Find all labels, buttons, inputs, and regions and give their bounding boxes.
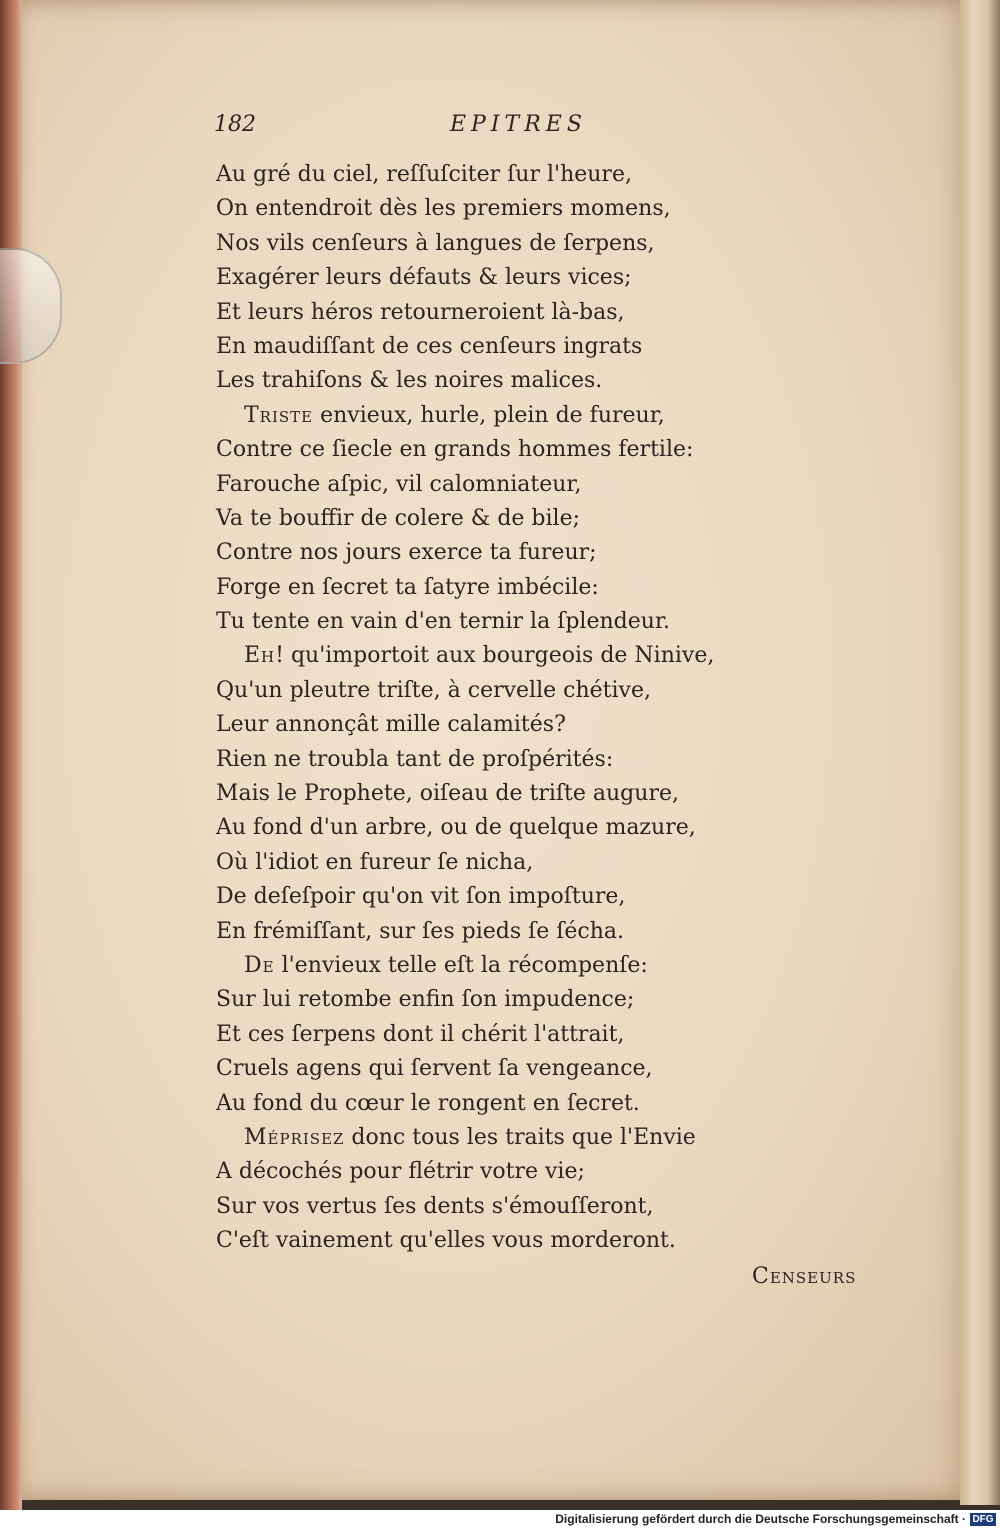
poem-line-text: A décochés pour flétrir votre vie; <box>216 1159 585 1185</box>
poem-line <box>216 915 776 949</box>
poem-line-text: Nos vils cenſeurs à langues de ſerpens, <box>216 230 655 256</box>
page-edge <box>0 0 22 1510</box>
poem-line-text: Au fond du cœur le rongent en ſecret. <box>216 1090 640 1116</box>
page-number: 182 <box>214 112 256 137</box>
poem-line-text: Qu'un pleutre triſte, à cervelle chétive, <box>216 677 651 703</box>
poem-line-text: En maudiſſant de ces cenſeurs ingrats <box>216 333 643 359</box>
poem-line <box>216 1052 776 1086</box>
poem-line-text: donc tous les traits que l'Envie <box>344 1124 696 1150</box>
stanza-lead-word: Triste <box>244 402 314 428</box>
poem-line-text: On entendroit dès les premiers momens, <box>216 196 671 222</box>
poem-line-text: Exagérer leurs défauts & leurs vices; <box>216 265 632 291</box>
poem-line <box>216 158 776 192</box>
poem-line-text: Contre ce ſiecle en grands hommes fertile: <box>216 437 694 463</box>
poem-line-text: Tu tente en vain d'en ternir la ſplendeur. <box>216 609 671 635</box>
poem-line <box>216 743 776 777</box>
poem-line <box>216 364 776 398</box>
poem-line-text: Farouche aſpic, vil calomniateur, <box>216 471 582 497</box>
poem-line-text: En frémiſſant, sur ſes pieds ſe ſécha. <box>216 918 625 944</box>
poem-line-text: Mais le Prophete, oiſeau de triſte augure, <box>216 781 679 807</box>
poem-line-text: Rien ne troubla tant de proſpérités: <box>216 746 614 772</box>
facing-page-edge <box>960 0 1000 1505</box>
poem-line <box>216 1224 776 1258</box>
poem-line <box>216 330 776 364</box>
poem-line <box>216 1018 776 1052</box>
footer-bar <box>0 1510 1000 1530</box>
poem-line <box>216 468 776 502</box>
poem-line-text: envieux, hurle, plein de fureur, <box>313 402 665 428</box>
poem-line <box>216 227 776 261</box>
poem-line-text: Sur vos vertus ſes dents s'émouſſeront, <box>216 1193 654 1219</box>
poem-line <box>216 1121 776 1155</box>
poem-line-text: De deſeſpoir qu'on vit ſon impoſture, <box>216 884 626 910</box>
running-head: EPITRES <box>450 112 587 137</box>
poem-line <box>216 192 776 226</box>
poem-line-text: Où l'idiot en fureur ſe nicha, <box>216 849 534 875</box>
poem-line-text: Leur annonçât mille calamités? <box>216 712 566 738</box>
poem-line <box>216 571 776 605</box>
poem-line-text: Et ces ſerpens dont il chérit l'attrait, <box>216 1021 625 1047</box>
stanza-lead-word: Eh <box>244 643 276 669</box>
poem-line <box>216 811 776 845</box>
catchword: Censeurs <box>752 1264 857 1289</box>
dfg-logo: DFG <box>970 1513 996 1526</box>
poem-line <box>216 674 776 708</box>
poem-line <box>216 639 776 673</box>
poem-line-text: Les trahiſons & les noires malices. <box>216 368 603 394</box>
poem-line <box>216 261 776 295</box>
stanza-lead-word: De <box>244 952 275 978</box>
poem-line-text: Au fond d'un arbre, ou de quelque mazure, <box>216 815 696 841</box>
poem-line-text: ! qu'importoit aux bourgeois de Ninive, <box>275 643 715 669</box>
poem-line <box>216 880 776 914</box>
digitization-credit: Digitalisierung gefördert durch die Deutsche Forschungsgemeinschaft · <box>555 1512 966 1526</box>
poem-line <box>216 1087 776 1121</box>
poem-line-text: C'eſt vainement qu'elles vous morderont. <box>216 1228 676 1254</box>
poem-line <box>216 846 776 880</box>
poem-line <box>216 399 776 433</box>
poem-line <box>216 1155 776 1189</box>
poem-line <box>216 777 776 811</box>
poem-line <box>216 502 776 536</box>
poem-line-text: l'envieux telle eſt la récompenſe: <box>274 952 648 978</box>
poem-line <box>216 949 776 983</box>
poem-line <box>216 1190 776 1224</box>
poem-line <box>216 296 776 330</box>
poem-line <box>216 433 776 467</box>
poem-line <box>216 708 776 742</box>
poem-line-text: Sur lui retombe enfin ſon impudence; <box>216 987 635 1013</box>
poem-line <box>216 536 776 570</box>
poem-line <box>216 605 776 639</box>
stanza-lead-word: Méprisez <box>244 1124 345 1150</box>
poem-line-text: Et leurs héros retourneroient là-bas, <box>216 299 625 325</box>
poem-line-text: Au gré du ciel, reſſuſciter ſur l'heure, <box>216 162 632 187</box>
poem-line <box>216 983 776 1017</box>
poem-line-text: Va te bouffir de colere & de bile; <box>216 505 581 531</box>
poem-line-text: Forge en ſecret ta ſatyre imbécile: <box>216 574 599 600</box>
poem-line-text: Cruels agens qui ſervent ſa vengeance, <box>216 1056 653 1082</box>
poem-line-text: Contre nos jours exerce ta fureur; <box>216 540 597 566</box>
poem-text <box>216 158 776 1259</box>
